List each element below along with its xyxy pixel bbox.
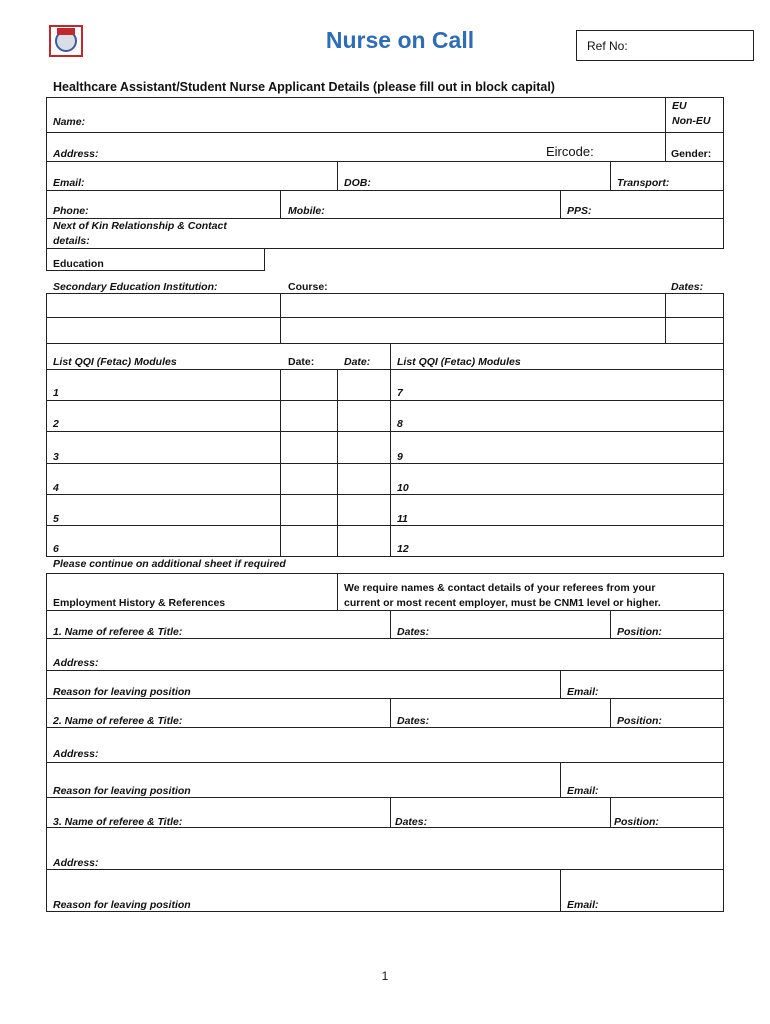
gender-field-label: Gender: (671, 148, 712, 160)
qqi-date-header-1: Date: (288, 356, 315, 368)
referee-address-label: Address: (53, 857, 99, 869)
qqi-row-number: 3 (53, 451, 59, 463)
qqi-row-number: 6 (53, 543, 59, 555)
referee-dates-label: Dates: (395, 816, 428, 828)
referee-reason-label: Reason for leaving position (53, 785, 191, 797)
page-number: 1 (381, 969, 389, 983)
qqi-modules-left-header: List QQI (Fetac) Modules (53, 356, 177, 368)
section-heading: Healthcare Assistant/Student Nurse Applicant Details (please fill out in block capital) (53, 80, 555, 94)
qqi-row-number: 8 (397, 418, 403, 430)
referee-name-label: 1. Name of referee & Title: (53, 626, 183, 638)
referee-reason-label: Reason for leaving position (53, 899, 191, 911)
non-eu-option[interactable]: Non-EU (672, 115, 711, 127)
page-title: Nurse on Call (325, 27, 475, 53)
referee-address-label: Address: (53, 748, 99, 760)
employment-note-cont: current or most recent employer, must be CNM1 level or higher. (344, 597, 661, 609)
pps-field-label: PPS: (567, 205, 592, 217)
qqi-row-number: 9 (397, 451, 403, 463)
continue-note: Please continue on additional sheet if required (53, 558, 286, 570)
dob-field-label: DOB: (344, 177, 371, 189)
referee-email-label: Email: (567, 899, 599, 911)
employment-note: We require names & contact details of your referees from your (344, 582, 656, 594)
eu-option[interactable]: EU (672, 100, 687, 112)
education-heading: Education (53, 258, 104, 270)
referee-name-label: 2. Name of referee & Title: (53, 715, 183, 727)
referee-dates-label: Dates: (397, 626, 430, 638)
name-field-label: Name: (53, 116, 86, 128)
qqi-row-number: 7 (397, 387, 403, 399)
address-field-label: Address: (53, 148, 99, 160)
qqi-row-number: 5 (53, 513, 59, 525)
referee-position-label: Position: (614, 816, 659, 828)
referee-email-label: Email: (567, 686, 599, 698)
qqi-date-header-2: Date: (344, 356, 371, 368)
qqi-row-number: 4 (53, 482, 59, 494)
qqi-row-number: 12 (397, 543, 409, 555)
referee-address-label: Address: (53, 657, 99, 669)
email-field-label: Email: (53, 177, 85, 189)
ref-no-label: Ref No: (587, 39, 628, 53)
qqi-row-number: 2 (53, 418, 59, 430)
nurse-cap-icon (57, 28, 75, 35)
referee-email-label: Email: (567, 785, 599, 797)
ref-no-field[interactable] (576, 30, 754, 61)
eircode-field-label: Eircode: (546, 144, 594, 159)
course-field-label: Course: (288, 281, 328, 293)
referee-position-label: Position: (617, 715, 662, 727)
education-dates-label: Dates: (671, 281, 704, 293)
institution-field-label: Secondary Education Institution: (53, 281, 218, 293)
next-of-kin-label: Next of Kin Relationship & Contact (53, 220, 227, 232)
transport-field-label: Transport: (617, 177, 670, 189)
phone-field-label: Phone: (53, 205, 89, 217)
qqi-row-number: 11 (397, 513, 408, 525)
qqi-row-number: 10 (397, 482, 409, 494)
company-logo (49, 25, 83, 57)
mobile-field-label: Mobile: (288, 205, 325, 217)
qqi-row-number: 1 (53, 387, 59, 399)
employment-heading: Employment History & References (53, 597, 226, 609)
qqi-modules-right-header: List QQI (Fetac) Modules (397, 356, 521, 368)
referee-position-label: Position: (617, 626, 662, 638)
referee-reason-label: Reason for leaving position (53, 686, 191, 698)
referee-dates-label: Dates: (397, 715, 430, 727)
referee-name-label: 3. Name of referee & Title: (53, 816, 183, 828)
next-of-kin-label-cont: details: (53, 235, 90, 247)
